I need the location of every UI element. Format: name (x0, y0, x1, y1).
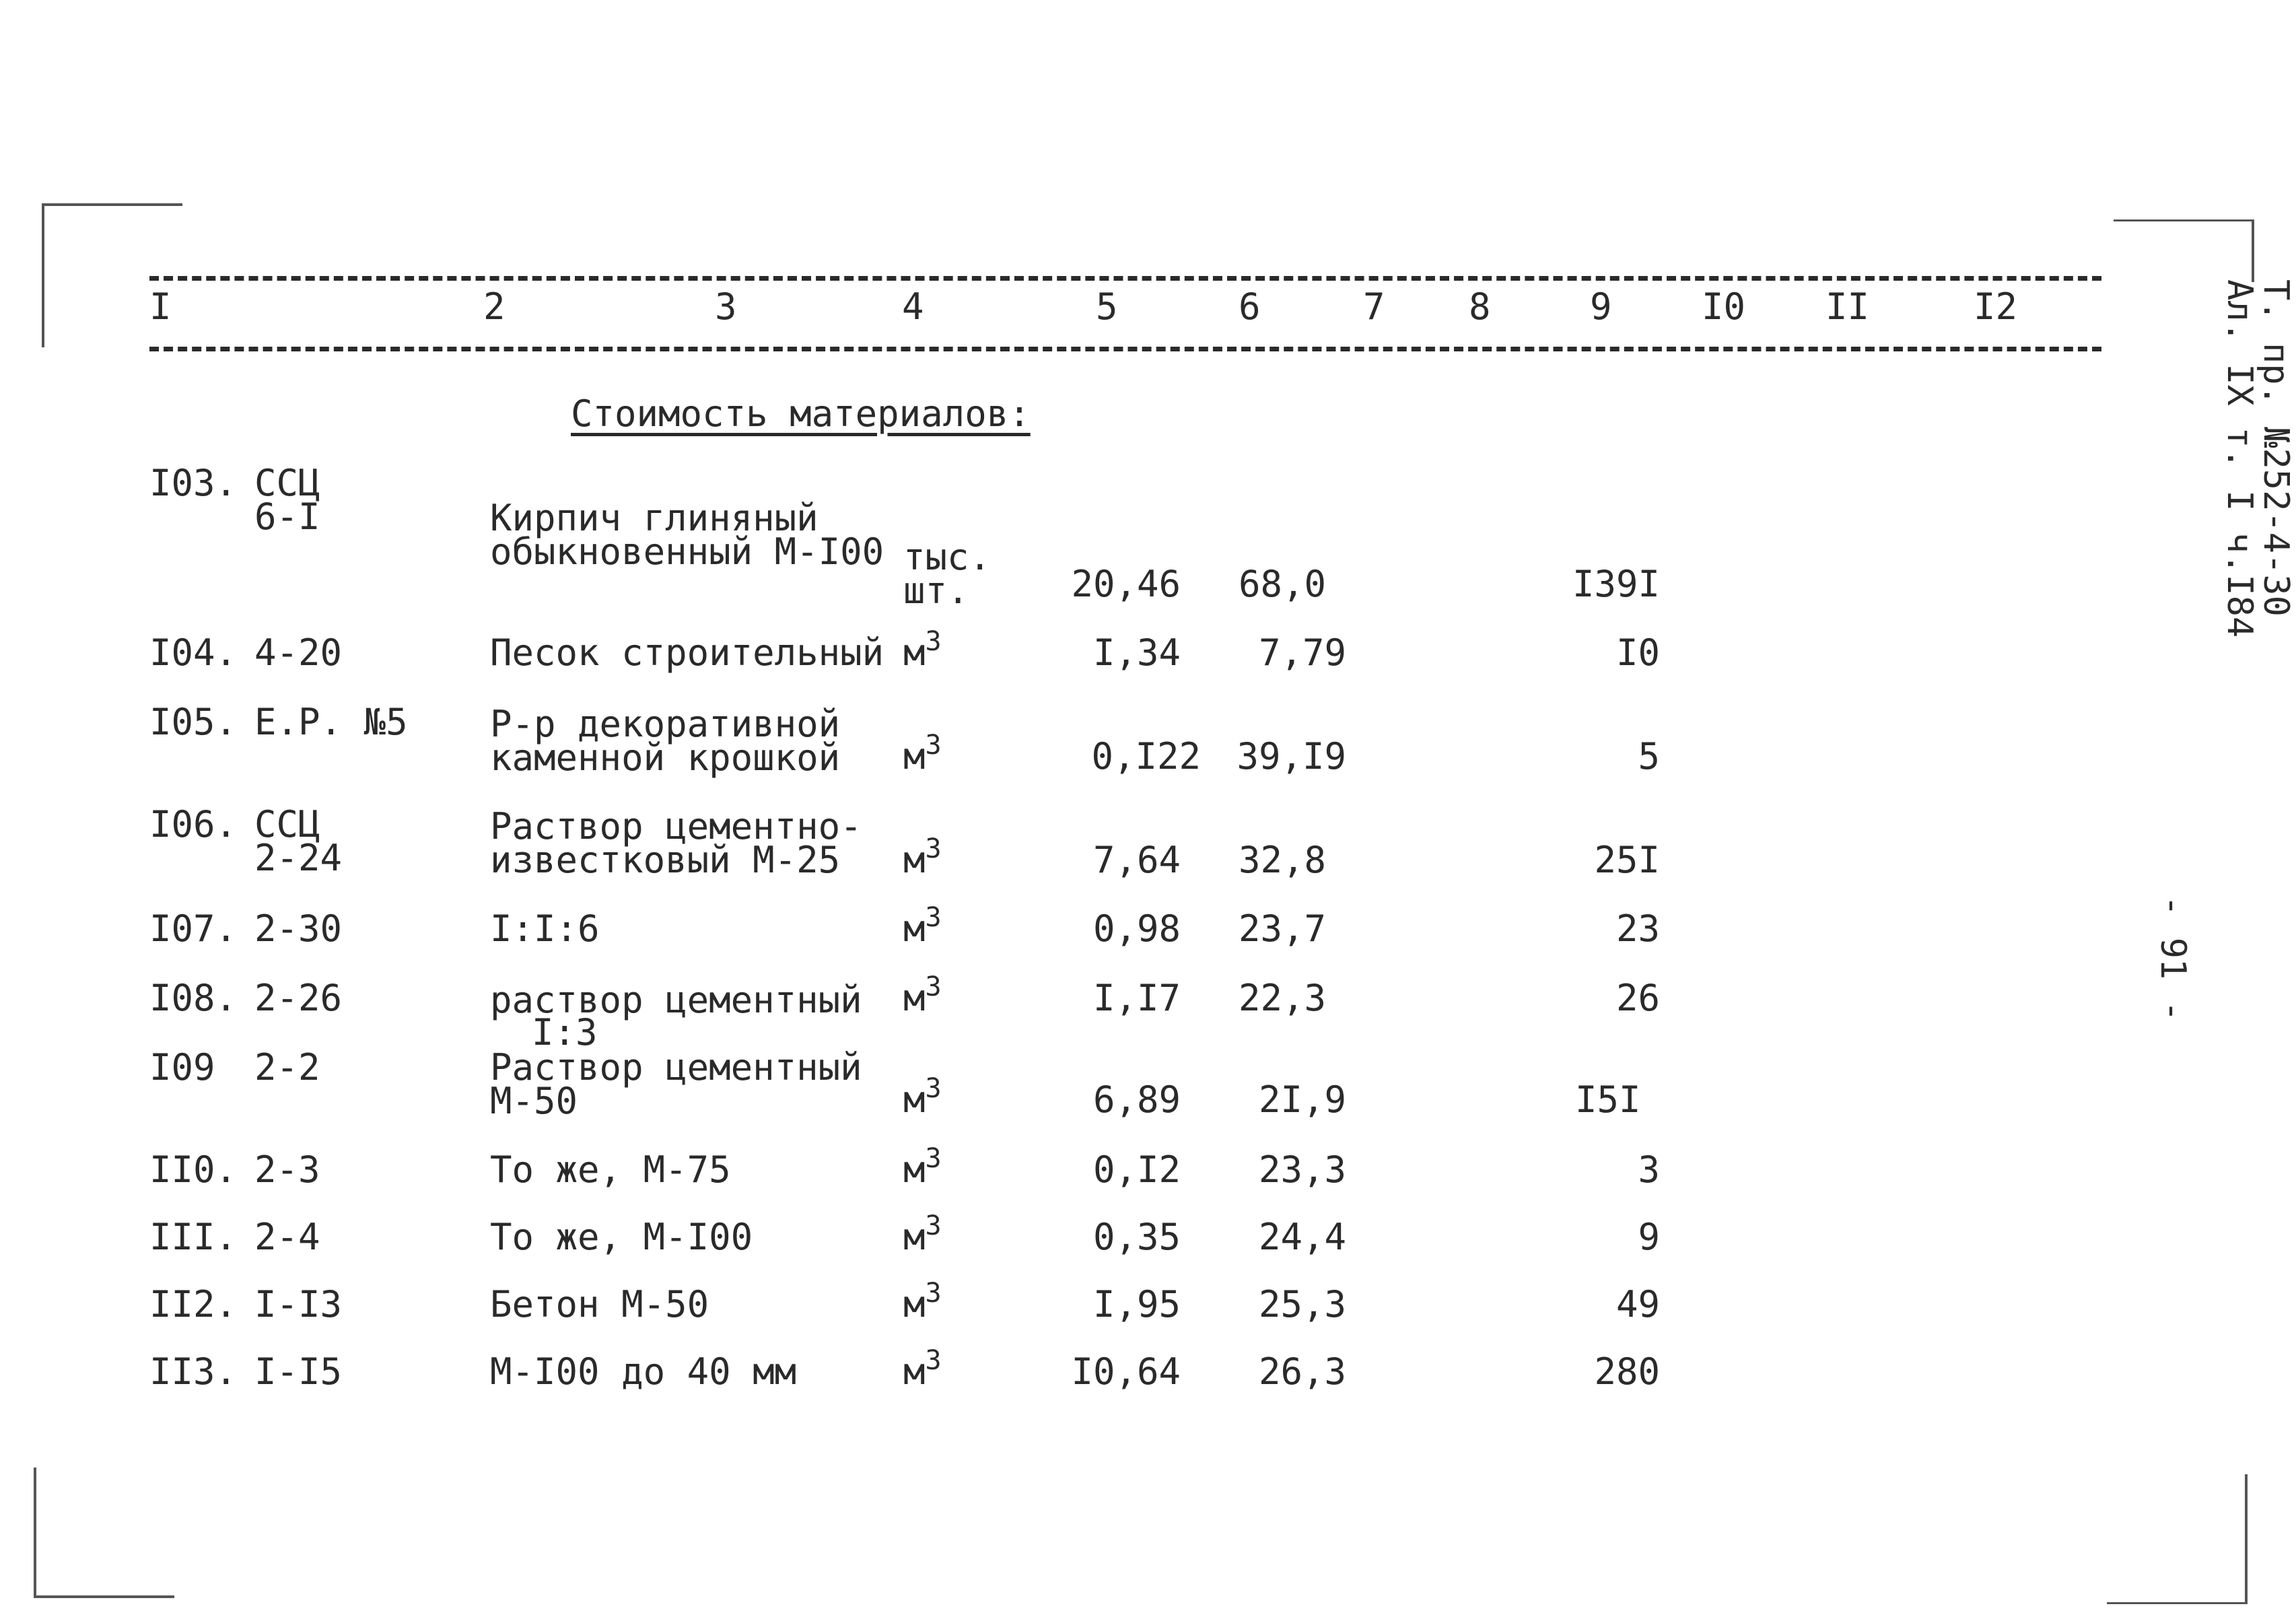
row-106-name-line2: известковый М-25 (490, 839, 841, 881)
row-110-name: То же, М-75 (490, 1148, 731, 1191)
row-112-unit: $м^3$ (903, 1278, 942, 1325)
row-104-code: 4-20 (254, 631, 343, 674)
row-113-name: М-I00 до 40 мм (490, 1350, 797, 1393)
row-106-code-line2: 2-24 (254, 837, 343, 879)
row-109-name-line2: М-50 (490, 1080, 578, 1122)
row-111-unit: $м^3$ (903, 1210, 942, 1258)
header-dashed-line-bottom (149, 347, 2101, 351)
row-104-total: I0 (1615, 631, 1660, 674)
row-105-code: Е.Р. №5 (254, 701, 408, 743)
row-111-code: 2-4 (254, 1216, 320, 1258)
row-106-price: 32,8 (1239, 839, 1327, 881)
row-104-price: 7,79 (1258, 631, 1346, 674)
row-106-name-line1: Раствор цементно- (490, 805, 862, 848)
document-code-vertical (2221, 279, 2294, 637)
row-108-unit: $м^3$ (903, 971, 942, 1019)
document-code-line1: Т. пр. №252-4-30 (2256, 279, 2296, 617)
row-106-code-line1: ССЦ (254, 803, 320, 846)
row-108-name-line2: I:3 (532, 1011, 598, 1054)
row-106-total: 25I (1594, 839, 1660, 881)
row-112-price: 25,3 (1258, 1283, 1346, 1325)
row-106-number: I06. (149, 803, 238, 846)
row-107-name: I:I:6 (490, 907, 600, 950)
row-106-quantity: 7,64 (1092, 839, 1181, 881)
row-107-code: 2-30 (254, 907, 343, 950)
row-108-total: 26 (1615, 977, 1660, 1019)
column-number-6: 6 (1239, 285, 1261, 328)
row-109-unit: $м^3$ (903, 1073, 942, 1121)
row-112-quantity: I,95 (1092, 1283, 1181, 1325)
row-111-number: III. (149, 1216, 238, 1258)
row-112-name: Бетон М-50 (490, 1283, 709, 1325)
row-112-code: I-I3 (254, 1283, 343, 1325)
row-107-price: 23,7 (1239, 907, 1327, 950)
row-110-quantity: 0,I2 (1092, 1148, 1181, 1191)
row-109-code: 2-2 (254, 1046, 320, 1089)
row-109-number: I09 (149, 1046, 215, 1089)
row-105-name-line1: Р-р декоративной (490, 703, 841, 745)
row-107-number: I07. (149, 907, 238, 950)
row-109-price: 2I,9 (1258, 1078, 1346, 1121)
row-103-unit-line1: тыс. (903, 536, 992, 578)
column-number-11: II (1825, 285, 1870, 328)
column-number-12: I2 (1974, 285, 2018, 328)
row-113-number: II3. (149, 1350, 238, 1393)
row-110-code: 2-3 (254, 1148, 320, 1191)
row-103-price: 68,0 (1239, 563, 1327, 605)
row-111-quantity: 0,35 (1092, 1216, 1181, 1258)
row-108-code: 2-26 (254, 977, 343, 1019)
row-104-name: Песок строительный (490, 631, 884, 674)
row-113-price: 26,3 (1258, 1350, 1346, 1393)
column-number-2: 2 (483, 285, 506, 328)
row-105-quantity: 0,I22 (1091, 735, 1201, 778)
row-110-price: 23,3 (1258, 1148, 1346, 1191)
frame-corner-top-right (2114, 219, 2254, 282)
row-105-price: 39,I9 (1237, 735, 1346, 778)
row-103-quantity: 20,46 (1071, 563, 1181, 605)
row-113-quantity: I0,64 (1071, 1350, 1181, 1393)
document-code-line2: Ал. IХ т. I ч.I84 (2219, 279, 2260, 638)
row-108-quantity: I,I7 (1092, 977, 1181, 1019)
row-111-name: То же, М-I00 (490, 1216, 753, 1258)
row-103-name-line1: Кирпич глиняный (490, 497, 819, 539)
row-103-unit-line2: шт. (903, 570, 969, 612)
row-103-name-line2: обыкновенный М-I00 (490, 530, 884, 573)
column-number-3: 3 (715, 285, 737, 328)
row-104-unit: $м^3$ (903, 626, 942, 674)
frame-corner-bottom-right (2107, 1474, 2248, 1604)
row-103-code-line2: 6-I (254, 495, 320, 538)
row-109-quantity: 6,89 (1092, 1078, 1181, 1121)
section-title: Стоимость материалов: (571, 392, 1031, 435)
row-107-quantity: 0,98 (1092, 907, 1181, 950)
row-113-unit: $м^3$ (903, 1345, 942, 1393)
row-110-number: II0. (149, 1148, 238, 1191)
row-110-total: 3 (1638, 1148, 1660, 1191)
header-dashed-line-top (149, 276, 2101, 281)
row-104-number: I04. (149, 631, 238, 674)
row-108-number: I08. (149, 977, 238, 1019)
frame-corner-bottom-left (34, 1468, 174, 1598)
row-107-total: 23 (1615, 907, 1660, 950)
row-113-total: 280 (1594, 1350, 1660, 1393)
row-105-name-line2: каменной крошкой (490, 736, 841, 779)
row-111-total: 9 (1638, 1216, 1660, 1258)
column-number-9: 9 (1590, 285, 1612, 328)
row-108-price: 22,3 (1239, 977, 1327, 1019)
column-number-1: I (149, 285, 172, 328)
row-105-total: 5 (1638, 735, 1660, 778)
row-107-unit: $м^3$ (903, 902, 942, 950)
row-113-code: I-I5 (254, 1350, 343, 1393)
row-103-code-line1: ССЦ (254, 462, 320, 504)
column-number-4: 4 (902, 285, 924, 328)
row-103-number: I03. (149, 462, 238, 504)
row-108-name-line1: раствор цементный (490, 979, 862, 1021)
column-number-10: I0 (1702, 285, 1746, 328)
page-number-vertical: - 91 - (2153, 895, 2193, 1022)
column-number-7: 7 (1363, 285, 1385, 328)
row-112-number: II2. (149, 1283, 238, 1325)
row-109-total: I5I (1575, 1078, 1641, 1121)
row-104-quantity: I,34 (1092, 631, 1181, 674)
row-109-name-line1: Раствор цементный (490, 1046, 862, 1089)
row-111-price: 24,4 (1258, 1216, 1346, 1258)
row-105-number: I05. (149, 701, 238, 743)
column-number-5: 5 (1096, 285, 1118, 328)
column-number-8: 8 (1469, 285, 1491, 328)
row-106-unit: $м^3$ (903, 833, 942, 881)
row-112-total: 49 (1615, 1283, 1660, 1325)
row-110-unit: $м^3$ (903, 1143, 942, 1191)
row-103-total: I39I (1572, 563, 1660, 605)
row-105-unit: $м^3$ (903, 730, 942, 778)
